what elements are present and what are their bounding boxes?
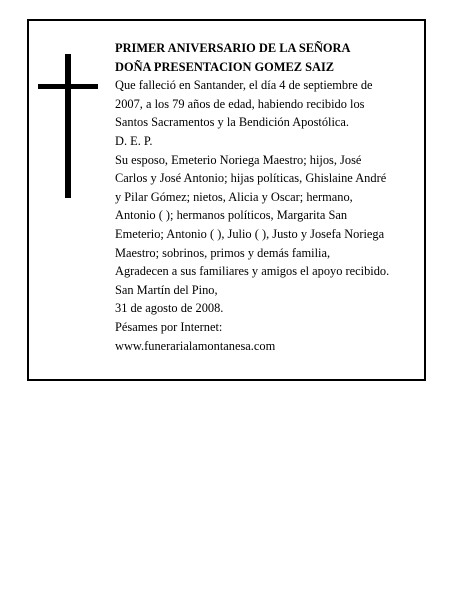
website-text: www.funerarialamontanesa.com <box>115 338 276 353</box>
family-line-5: Emeterio; Antonio ( ), Julio ( ), Justo y Josefa Noriega <box>115 226 385 241</box>
obituary-text <box>115 39 420 355</box>
condolences-label: Pésames por Internet: <box>115 319 223 334</box>
family-line-3: y Pilar Gómez; nietos, Alicia y Oscar; hermano, <box>115 189 353 204</box>
death-details-line-2: 2007, a los 79 años de edad, habiendo recibido los <box>115 96 365 111</box>
family-line-1: Su esposo, Emeterio Noriega Maestro; hijos, José <box>115 152 362 167</box>
cross-vertical-bar <box>65 54 71 198</box>
cross-icon <box>38 54 98 198</box>
cross-horizontal-bar <box>38 84 98 89</box>
notice-heading-line-1: PRIMER ANIVERSARIO DE LA SEÑORA <box>115 41 351 55</box>
family-line-4: Antonio ( ); hermanos políticos, Margarita San <box>115 208 348 223</box>
family-line-6: Maestro; sobrinos, primos y demás familia, <box>115 245 331 260</box>
family-line-2: Carlos y José Antonio; hijas políticas, Ghislaine André <box>115 171 387 186</box>
thanks-line: Agradecen a sus familiares y amigos el apoyo recibido. <box>115 264 390 279</box>
notice-heading-line-2: DOÑA PRESENTACION GOMEZ SAIZ <box>115 59 335 74</box>
death-details-line-3: Santos Sacramentos y la Bendición Apostólica. <box>115 115 350 130</box>
date-line: 31 de agosto de 2008. <box>115 301 224 316</box>
dep-line: D. E. P. <box>115 133 153 148</box>
place-line: San Martín del Pino, <box>115 282 218 297</box>
death-details-line-1: Que falleció en Santander, el día 4 de septiembre de <box>115 78 373 93</box>
